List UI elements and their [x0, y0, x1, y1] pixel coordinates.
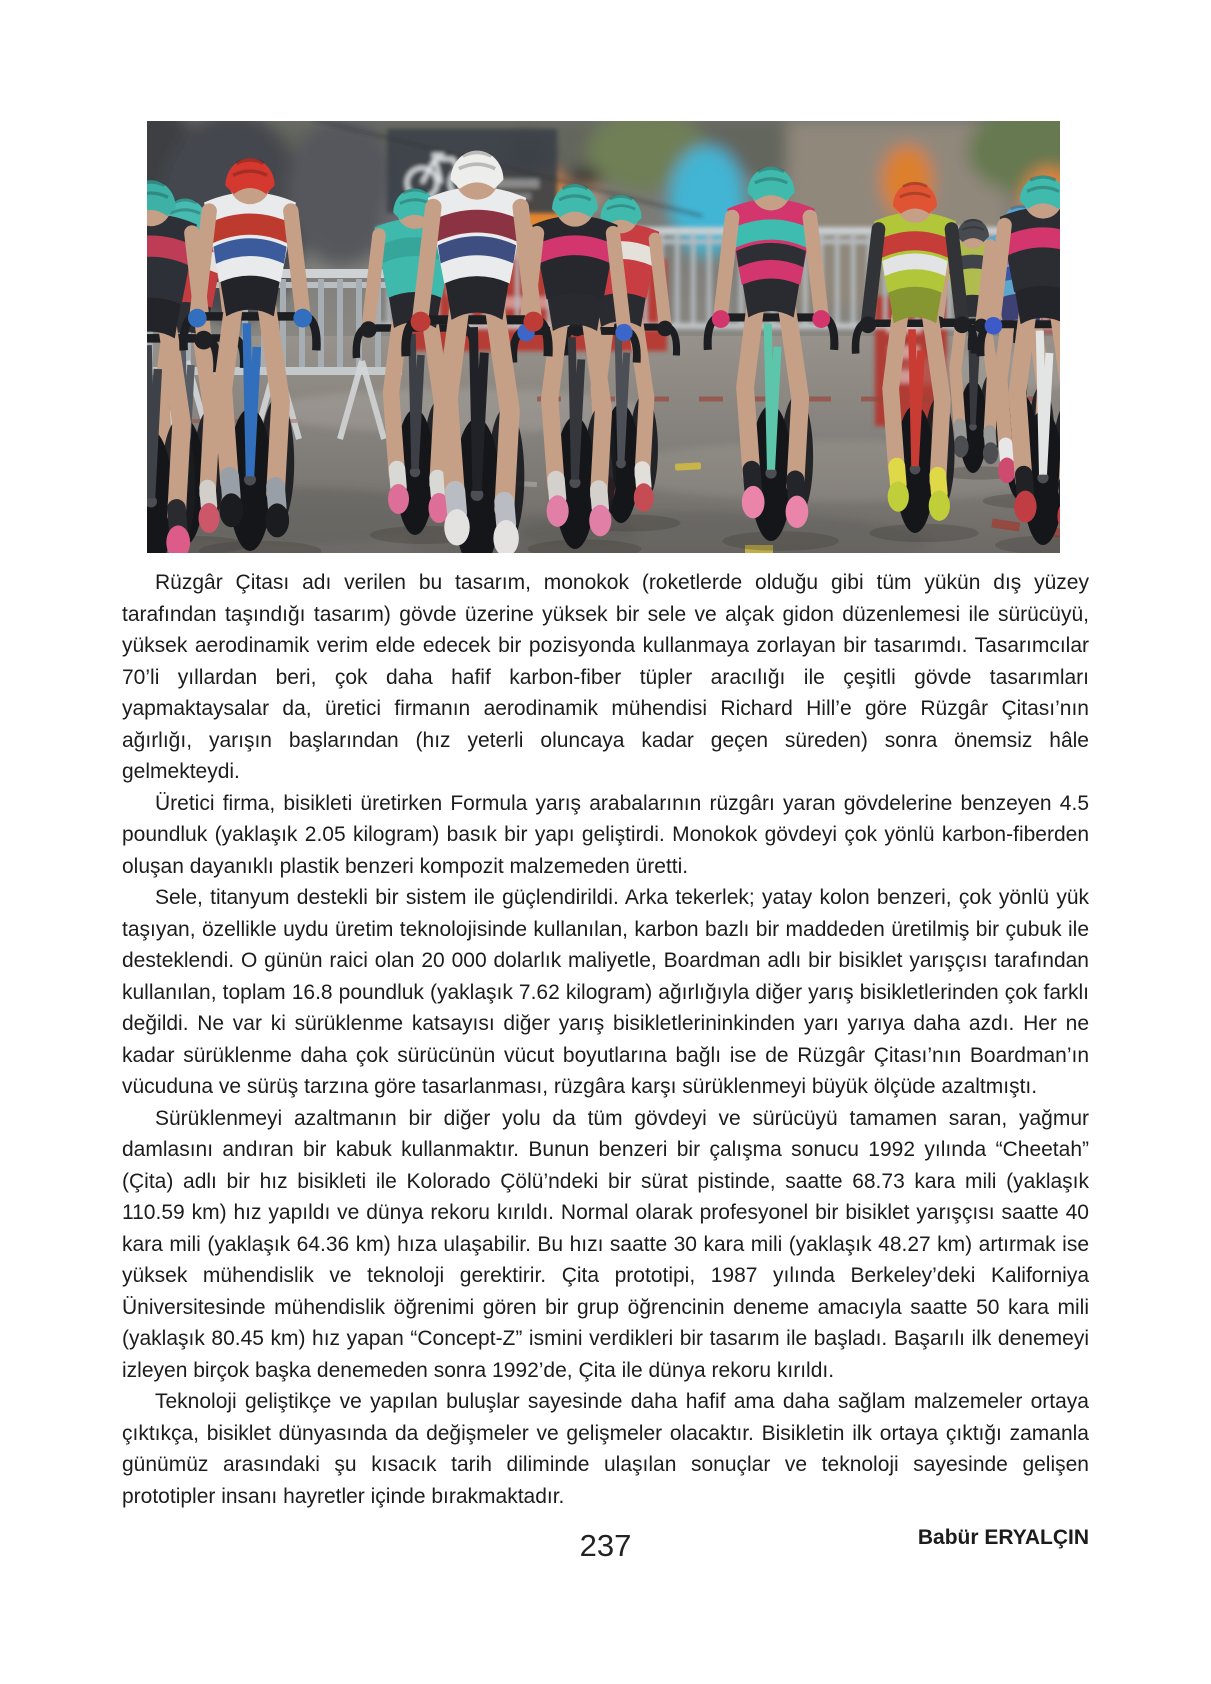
race-photo — [147, 121, 1060, 553]
race-photo-illustration — [147, 121, 1060, 553]
article-paragraph: Teknoloji geliştikçe ve yapılan buluşlar sayesinde daha hafif ama daha sağlam malzemeler ortaya çıktıkça, bisiklet dünyasında da değişmeler ve gelişmeler olacaktır. Bisikletin ilk ortaya çıktığı zamanla günümüz arasındaki şu kısacık tarih diliminde ulaşılan sonuçlar ve teknoloji sayesinde gelişen prototipler insanı hayretler içinde bırakmaktadır. — [122, 1390, 1089, 1508]
page-number: 237 — [579, 1528, 632, 1563]
article-text — [122, 567, 1089, 1554]
article-paragraph: Sele, titanyum destekli bir sistem ile güçlendirildi. Arka tekerlek; yatay kolon benzeri, çok yönlü yük taşıyan, özellikle uydu üretim teknolojisinde kullanılan, karbon bazlı bir maddeden üretilmiş bir çubuk ile desteklendi. O günün raici olan 20 000 dolarlık maliyetle, Boardman adlı bir bisiklet yarışçısı tarafından kullanılan, toplam 16.8 poundluk (yaklaşık 7.62 kilogram) ağırlığıyla diğer yarış bisikletlerinden çok farklı değildi. Ne var ki sürüklenme katsayısı diğer yarış bisikletlerininkinden yarı yarıya daha azdı. Her ne kadar sürüklenme daha çok sürücünün vücut boyutlarına bağlı ise de Rüzgâr Çitası’nın Boardman’ın vücuduna ve sürüş tarzına göre tasarlanması, rüzgâra karşı sürüklenmeyi büyük ölçüde azaltmıştı. — [122, 886, 1089, 1098]
article-paragraph: Rüzgâr Çitası adı verilen bu tasarım, monokok (roketlerde olduğu gibi tüm yükün dış yüzey tarafından taşındığı tasarım) gövde üzerine yüksek bir sele ve alçak gidon düzenlemesi ile sürücüyü, yüksek aerodinamik verim elde edecek bir pozisyonda kullanmaya zorlayan bir tasarımdı. Tasarımcılar 70’li yıllardan beri, çok daha hafif karbon-fiber tüpler aracılığı ile çeşitli gövde tasarımları yapmaktaysalar da, üretici firmanın aerodinamik mühendisi Richard Hill’e göre Rüzgâr Çitası’nın ağırlığı, yarışın başlarından (hız yeterli oluncaya kadar geçen süreden) sonra önemsiz hâle gelmekteydi. — [122, 571, 1089, 783]
article-paragraph: Sürüklenmeyi azaltmanın bir diğer yolu da tüm gövdeyi ve sürücüyü tamamen saran, yağmur damlasını andıran bir kabuk kullanmaktır. Bunun benzeri bir çalışma sonucu 1992 yılında “Cheetah” (Çita) adlı bir hız bisikleti ile Kolorado Çölü’ndeki bir sürat pistinde, saatte 68.73 kara mili (yaklaşık 110.59 km) hız yapıldı ve dünya rekoru kırıldı. Normal olarak profesyonel bir bisiklet yarışçısı saatte 40 kara mili (yaklaşık 64.36 km) hıza ulaşabilir. Bu hızı saatte 30 kara mili (yaklaşık 48.27 km) artırmak ise yüksek mühendislik ve teknoloji gerektirir. Çita prototipi, 1987 yılında Berkeley’deki Kaliforniya Üniversitesinde mühendislik öğrenimi gören bir grup öğrencinin deneme amacıyla saatte 50 kara mili (yaklaşık 80.45 km) hız yapan “Concept-Z” ismini verdikleri bir tasarım ile başladı. Başarılı ilk denemeyi izleyen birçok başka denemeden sonra 1992’de, Çita ile dünya rekoru kırıldı. — [122, 1106, 1089, 1382]
photo-tone-overlay — [147, 121, 1060, 553]
article-paragraph: Üretici firma, bisikleti üretirken Formula yarış arabalarının rüzgârı yaran gövdelerine benzeyen 4.5 poundluk (yaklaşık 2.05 kilogram) basık bir yapı geliştirdi. Monokok gövdeyi çok yönlü karbon-fiberden oluşan dayanıklı plastik benzeri kompozit malzemeden üretti. — [122, 791, 1089, 878]
author-name: Babür ERYALÇIN — [917, 1526, 1089, 1549]
